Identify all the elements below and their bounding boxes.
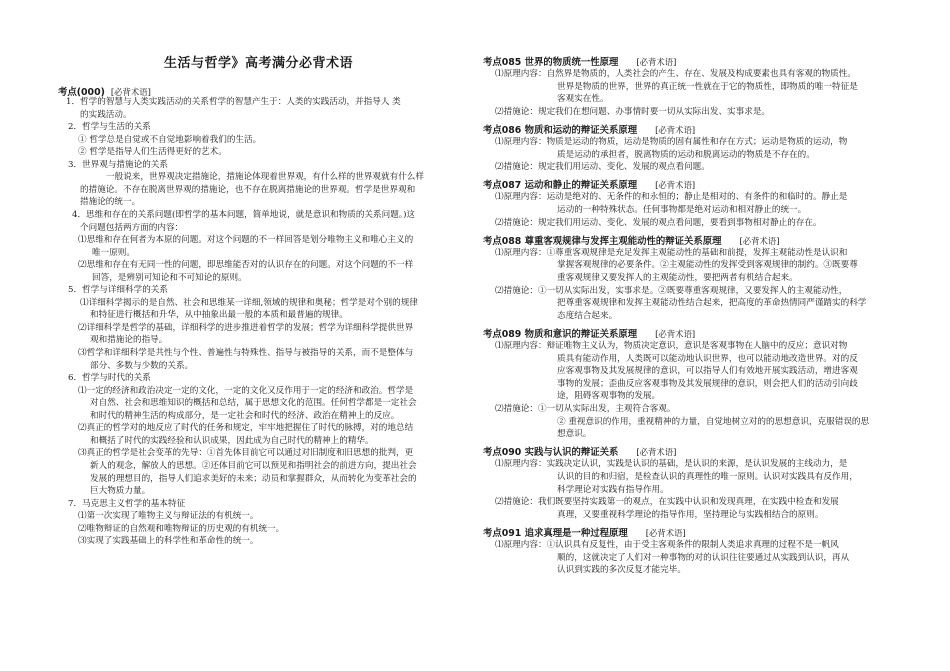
text-line: 认识到实践的多次反复才能完毕。 bbox=[557, 565, 686, 576]
text-line: 运动的一种特殊状态。任何事物都是绝对运动和相对静止的统一。 bbox=[557, 205, 807, 215]
text-line: ⑴原理内容：①认识具有反复性，由于受主客观条件的限制人类追求真理的过程不是一帆风 bbox=[495, 540, 839, 550]
section-heading-tag: [必背术语] bbox=[655, 180, 696, 191]
text-line: 4．思维和存在的关系问题(即哲学的基本问题，简单地说，就是意识和物质的关系问题。)这 bbox=[72, 209, 416, 220]
section-heading bbox=[483, 54, 676, 68]
text-line: 部分、多数与少数的关系。 bbox=[90, 360, 194, 371]
text-line: ⑵真正的哲学对的地反应了时代的任务和规定，牢牢地把握住了时代的脉搏，对的地总结 bbox=[78, 423, 414, 434]
text-line: 6．哲学与时代的关系 bbox=[68, 373, 151, 384]
text-line: 质具有能动作用，人类既可以能动地认识世界，也可以能动地改造世界。对的反 bbox=[557, 353, 858, 364]
section-heading bbox=[483, 444, 676, 458]
text-line: 回答，是辨别可知论和不可知论的原则。 bbox=[92, 272, 247, 283]
text-line: 个问题包括两方面的内容： bbox=[80, 222, 184, 233]
section-heading-tag: [必背术语] bbox=[636, 57, 677, 67]
section-heading-tag: [必背术语] bbox=[636, 447, 677, 458]
text-line: ⑴一定的经济和政治决定一定的文化，一定的文化又反作用于一定的经济和政治。哲学是 bbox=[78, 385, 414, 396]
text-line: ⑴原理内容：运动是绝对的、无条件的和永恒的；静止是相对的、有条件的和临时的。静止是 bbox=[495, 192, 848, 203]
text-line: ⑶实现了实践基础上的科学性和革命性的统一。 bbox=[78, 536, 259, 547]
text-line: ⑵措施论：我们既要坚持实践第一的观点，在实践中认识和发现真理，在实践中检查和发展 bbox=[495, 497, 839, 508]
text-line: 2．哲学与生活的关系 bbox=[68, 122, 151, 133]
text-line: 事物的发展；歪曲反应客观事物及其发展规律的意识，则会把人们的活动引向歧 bbox=[557, 378, 858, 389]
section-heading-label: 考点090 实践与认识的辩证关系 bbox=[483, 447, 619, 459]
text-line: 认识的目的和归宿，是检查认识的真理性的唯一原则。认识对实践具有反作用， bbox=[557, 472, 858, 482]
text-line: 顺的，这就决定了人们对一种事物的对的认识往往要通过从实践到认识，再从 bbox=[557, 552, 850, 563]
section-heading bbox=[483, 233, 780, 247]
text-line: 世界是物质的世界，世界的真正统一性就在于它的物质性，即物质的唯一特征是 bbox=[557, 81, 858, 92]
text-line: ⑵措施论：规定我们在想问题、办事情时要一切从实际出发、实事求是。 bbox=[495, 106, 771, 117]
section-heading-tag: [必背术语] bbox=[655, 125, 696, 135]
section-heading bbox=[483, 177, 695, 191]
text-line: 唯一原则。 bbox=[92, 247, 135, 258]
section-heading bbox=[58, 84, 151, 98]
text-line: 掌握客观规律的必要条件。②主观能动性的发挥受到客观规律的制约。③既要尊 bbox=[557, 260, 858, 271]
text-line: ⑵措施论：①一切从实际出发，实事求是。②既要尊重客观规律，又要发挥人的主观能动性， bbox=[495, 285, 848, 296]
text-line: 真理，又要重视科学理论的指导作用，坚持理论与实践相结合的原则。 bbox=[557, 509, 824, 520]
text-line: 和时代的精神生活的构成部分，是一定社会和时代的经济、政治在精神上的反应。 bbox=[90, 410, 400, 421]
section-heading-tag: [必背术语] bbox=[110, 87, 151, 97]
text-line: 应客观事物及其发展规律的意识，可以指导人们有效地开展实践活动，增进客观 bbox=[557, 366, 858, 377]
section-heading bbox=[483, 326, 695, 340]
text-line: 措施论的统一。 bbox=[80, 197, 141, 208]
section-heading-label: 考点091 追求真理是一种过程原理 bbox=[483, 528, 628, 539]
text-line: 新人的观念，解放人的思想。②还体目前它可以预见和指明社会的前进方向，提出社会 bbox=[90, 460, 417, 471]
text-line: ⑵思维和存在有无同一性的问题，即思维能否对的认识存在的问题。对这个问题的不一样 bbox=[78, 260, 414, 271]
text-line: 7．马克思主义哲学的基本特征 bbox=[68, 498, 186, 509]
text-line: 巨大物质力量。 bbox=[90, 486, 151, 497]
text-line: ⑴原理内容：辩证唯物主义认为，物质决定意识，意识是客观事物在人脑中的反应；意识对物 bbox=[495, 341, 848, 351]
text-line: ⑴原理内容：物质是运动的物质，运动是物质的固有属性和存在方式；运动是物质的运动，物 bbox=[495, 137, 848, 147]
text-line: 对自然、社会和思维知识的概括和总结，属于思想文化的范围。任何哲学都是一定社会 bbox=[90, 398, 417, 409]
section-heading-label: 考点(000) bbox=[58, 87, 105, 98]
text-line: 途，阻碍客观事物的发展。 bbox=[557, 391, 661, 402]
section-heading-label: 考点086 物质和运动的辩证关系原理 bbox=[483, 125, 638, 136]
text-line: ⑶真正的哲学是社会变革的先导：①首先体目前它可以通过对旧制度和旧思想的批判，更 bbox=[78, 448, 414, 459]
text-line: 发展的理想目的，指导人们追求美好的未来；动员和掌握群众，从而转化为变革社会的 bbox=[90, 473, 417, 484]
section-heading-tag: [必背术语] bbox=[655, 329, 696, 339]
text-line: 3．世界观与措施论的关系 bbox=[68, 159, 168, 170]
text-line: ① 哲学总是自觉或不自觉地影响着我们的生活。 bbox=[78, 134, 262, 145]
section-heading bbox=[483, 525, 686, 539]
text-line: ⑵措施论：规定我们用运动、变化、发展的观点看问题。 bbox=[495, 162, 710, 173]
page-title: 生活与哲学》高考满分必背术语 bbox=[164, 56, 354, 71]
text-line: ⑵措施论：规定我们用运动、变化、发展的观点看问题，要看到事物相对静止的存在。 bbox=[495, 217, 822, 228]
text-line: ⑴原理内容：实践决定认识，实践是认识的基础，是认识的来源，是认识发展的主线动力，是 bbox=[495, 459, 848, 470]
text-line: 想意识。 bbox=[557, 429, 592, 440]
section-heading-label: 考点087 运动和静止的辩证关系原理 bbox=[483, 180, 638, 192]
text-line: ⑴思维和存在何者为本原的问题。对这个问题的不一样回答是划分唯物主义和唯心主义的 bbox=[78, 235, 414, 246]
text-line: 和概括了时代的实践经验和认识成果，因此成为自己时代的精神上的精华。 bbox=[90, 435, 374, 446]
text-line: ⑴原理内容：①尊重客观规律是充足发挥主观能动性的基础和前提，发挥主观能动性是认识和 bbox=[495, 247, 848, 258]
section-heading-label: 考点085 世界的物质统一性原理 bbox=[483, 57, 619, 68]
text-line: ⑵唯物辩证的自然观和唯物辩证的历史观的有机统一。 bbox=[78, 523, 285, 534]
text-line: 重客观规律又要发挥人的主观能动性，要把两者有机结合起来。 bbox=[557, 273, 798, 283]
text-line: 一般说来，世界观决定措施论，措施论体现着世界观，有什么样的世界观就有什么样 bbox=[106, 172, 424, 183]
text-line: ⑶哲学和详细科学是共性与个性、普遍性与特殊性、指导与被指导的关系，而不是整体与 bbox=[78, 348, 414, 358]
text-line: 的措施论。不存在脱离世界观的措施论，也不存在脱离措施论的世界观。哲学是世界观和 bbox=[80, 184, 416, 195]
text-line: ⑴详细科学揭示的是自然、社会和思维某一详细,领域的规律和奥秘；哲学是对个别的规律 bbox=[80, 297, 418, 308]
text-line: 观和措施论的指导。 bbox=[90, 335, 168, 346]
text-line: 的实践活动。 bbox=[80, 109, 132, 120]
section-heading-tag: [必背术语] bbox=[645, 528, 686, 538]
text-line: ⑴原理内容：自然界是物质的，人类社会的产生、存在、发展及构成要素也具有客观的物质性。 bbox=[495, 69, 856, 79]
section-heading bbox=[483, 122, 695, 136]
text-line: ⑴第一次实现了唯物主义与辩证法的有机统一。 bbox=[78, 511, 259, 522]
text-line: 5．哲学与详细科学的关系 bbox=[68, 285, 168, 296]
text-line: 客观实在性。 bbox=[557, 94, 609, 105]
text-line: 质是运动的承担者，脱离物质的运动和脱离运动的物质是不存在的。 bbox=[557, 149, 815, 160]
section-heading-label: 考点089 物质和意识的辩证关系原理 bbox=[483, 329, 638, 340]
text-line: ⑵措施论：①一切从实际出发，主观符合客观。 bbox=[495, 404, 676, 414]
text-line: 把尊重客观规律和发挥主观能动性结合起来，把高度的革命热情同严谨踏实的科学 bbox=[557, 298, 867, 309]
section-heading-label: 考点088 尊重客观规律与发挥主观能动性的辩证关系原理 bbox=[483, 235, 722, 247]
text-line: 态度结合起来。 bbox=[557, 310, 618, 321]
text-line: 科学理论对实践有指导作用。 bbox=[557, 484, 669, 495]
text-line: 和特征进行概括和升华，从中抽象出最一般的本质和最普遍的规律。 bbox=[90, 310, 348, 321]
text-line: ⑵详细科学是哲学的基础，详细科学的进步推进着哲学的发展；哲学为详细科学提供世界 bbox=[78, 322, 414, 333]
text-line: ② 重视意识的作用，重视精神的力量，自觉地树立对的的思想意识，克服错误的思 bbox=[557, 416, 870, 427]
section-heading-tag: [必背术语] bbox=[739, 235, 780, 246]
text-line: ② 哲学是指导人们生活得更好的艺术。 bbox=[78, 147, 227, 158]
text-line: 1．哲学的智慧与人类实践活动的关系哲学的智慧产生于：人类的实践活动，并指导人 类 bbox=[66, 97, 401, 107]
